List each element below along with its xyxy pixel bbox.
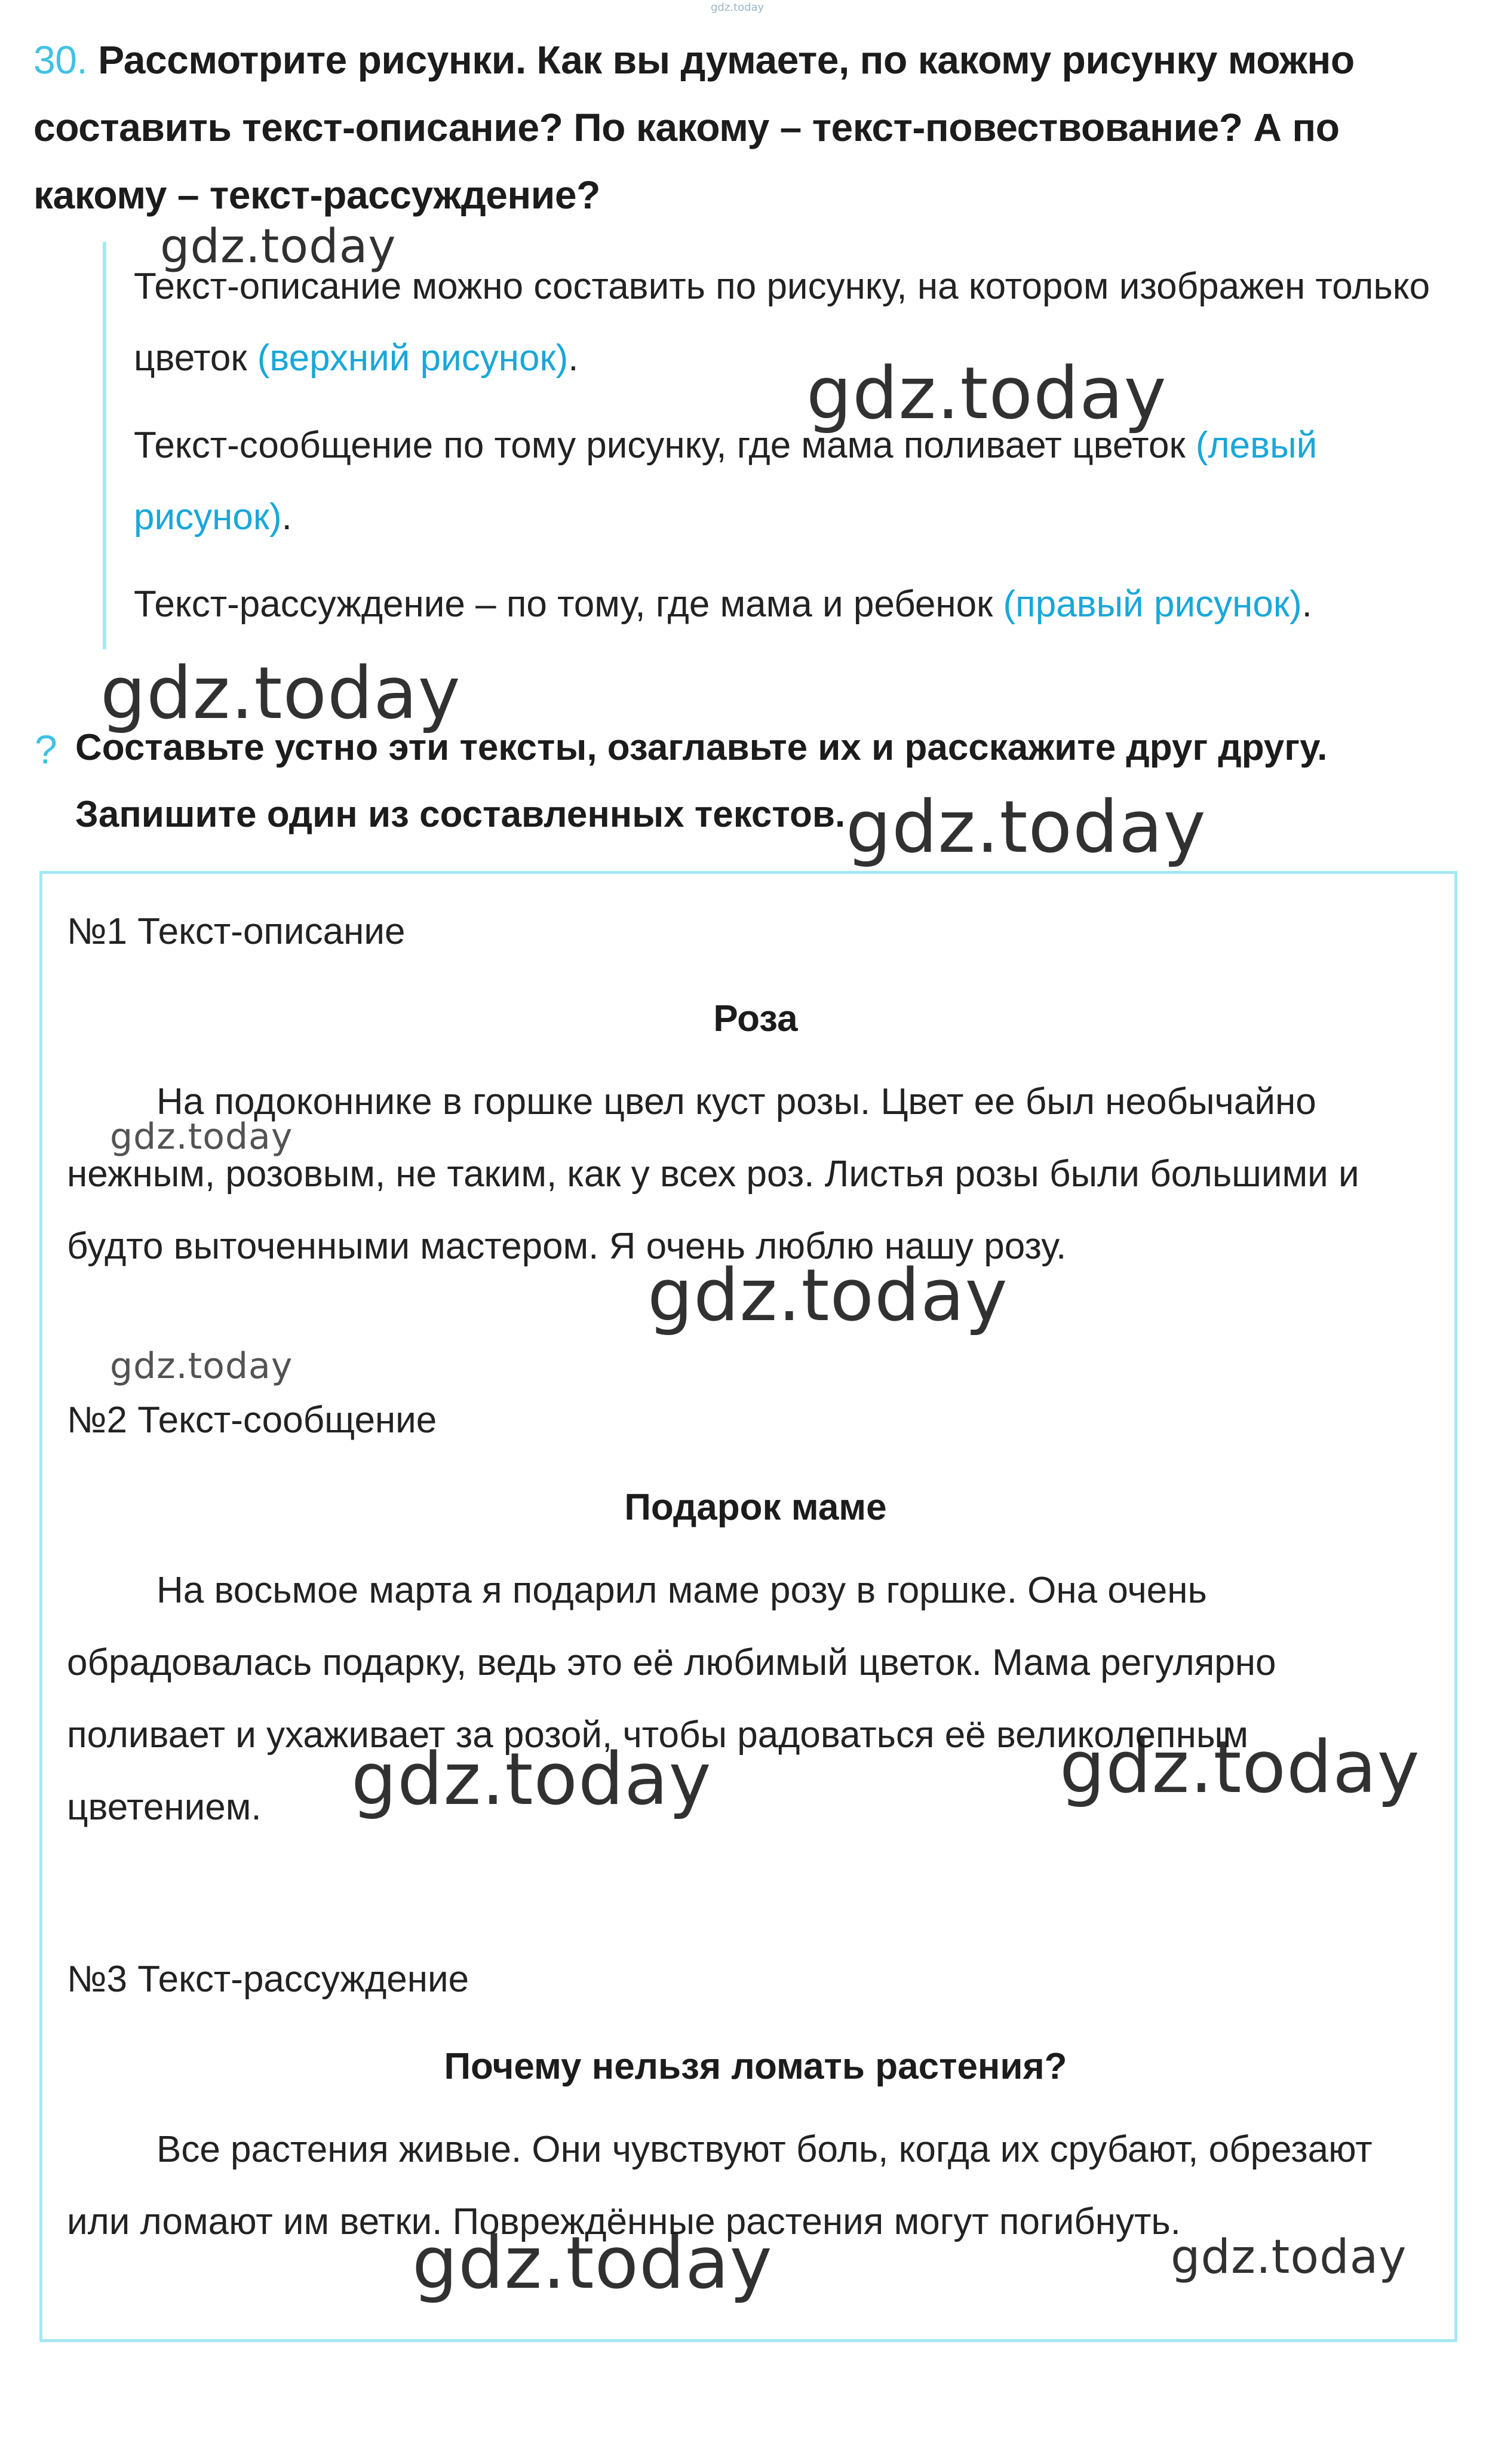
watermark: gdz.today — [647, 1254, 1008, 1337]
section-2-title: Подарок маме — [624, 1487, 887, 1528]
section-3-label: №3 Текст-рассуждение — [67, 1959, 469, 2000]
answer-text: Текст-сообщение по тому рисунку, где мама поливает цветок — [134, 425, 1196, 466]
answer-paragraph-3 — [134, 569, 1466, 640]
section-1-text: На подоконнике в горшке цвел куст розы. Цвет ее был необычайно нежным, розовым, не таким, как у всех роз. Листья розы были большими и будто выточенными мастером. Я очень люблю нашу розу. — [67, 1081, 1359, 1267]
watermark: gdz.today — [110, 1345, 293, 1387]
section-3-title: Почему нельзя ломать растения? — [444, 2046, 1067, 2087]
answer-accent-bar — [103, 242, 106, 649]
task-number: 30. — [33, 38, 88, 82]
task-heading — [33, 26, 1467, 229]
answer-hint: (правый рисунок) — [1003, 584, 1302, 625]
section-1-title: Роза — [713, 998, 798, 1039]
answer-hint: (верхний рисунок) — [257, 337, 569, 379]
section-2-label: №2 Текст-сообщение — [67, 1400, 437, 1441]
answer-text: Текст-описание можно составить по рисунку, на котором изображен только цветок — [134, 266, 1430, 379]
top-watermark: gdz.today — [711, 1, 765, 14]
answer-end: . — [568, 337, 579, 379]
watermark: gdz.today — [412, 2222, 773, 2305]
watermark: gdz.today — [1060, 1726, 1420, 1809]
watermark: gdz.today — [160, 220, 397, 274]
section-3-text: Все растения живые. Они чувствуют боль, когда их срубают, обрезают или ломают им ветки. Повреждённые растения могут погибнуть. — [67, 2129, 1373, 2242]
watermark: gdz.today — [846, 786, 1206, 869]
answer-end: . — [1301, 584, 1312, 625]
question-text: Составьте устно эти тексты, озаглавьте их и расскажите друг другу. Запишите один из составленных текстов. — [75, 727, 1328, 835]
watermark: gdz.today — [1171, 2230, 1407, 2284]
watermark: gdz.today — [110, 1116, 293, 1158]
watermark: gdz.today — [806, 352, 1167, 435]
answer-paragraph-2 — [134, 410, 1466, 553]
section-2-text: На восьмое марта я подарил маме розу в горшке. Она очень обрадовалась подарку, ведь это её любимый цветок. Мама регулярно поливает и ухаживает за розой, чтобы радоваться её великолепным цветением. — [67, 1570, 1276, 1828]
answer-end: . — [281, 496, 292, 538]
watermark: gdz.today — [100, 652, 461, 735]
answer-text: Текст-рассуждение – по тому, где мама и ребенок — [134, 584, 1003, 625]
watermark: gdz.today — [351, 1738, 712, 1821]
answer-hint: (левый рисунок) — [134, 425, 1318, 538]
task-text: Рассмотрите рисунки. Как вы думаете, по какому рисунку можно составить текст-описание? По какому – текст-повествование? А по какому – текст-рассуждение? — [33, 38, 1355, 217]
question-mark-icon: ? — [35, 727, 57, 772]
section-1-label: №1 Текст-описание — [67, 911, 406, 952]
